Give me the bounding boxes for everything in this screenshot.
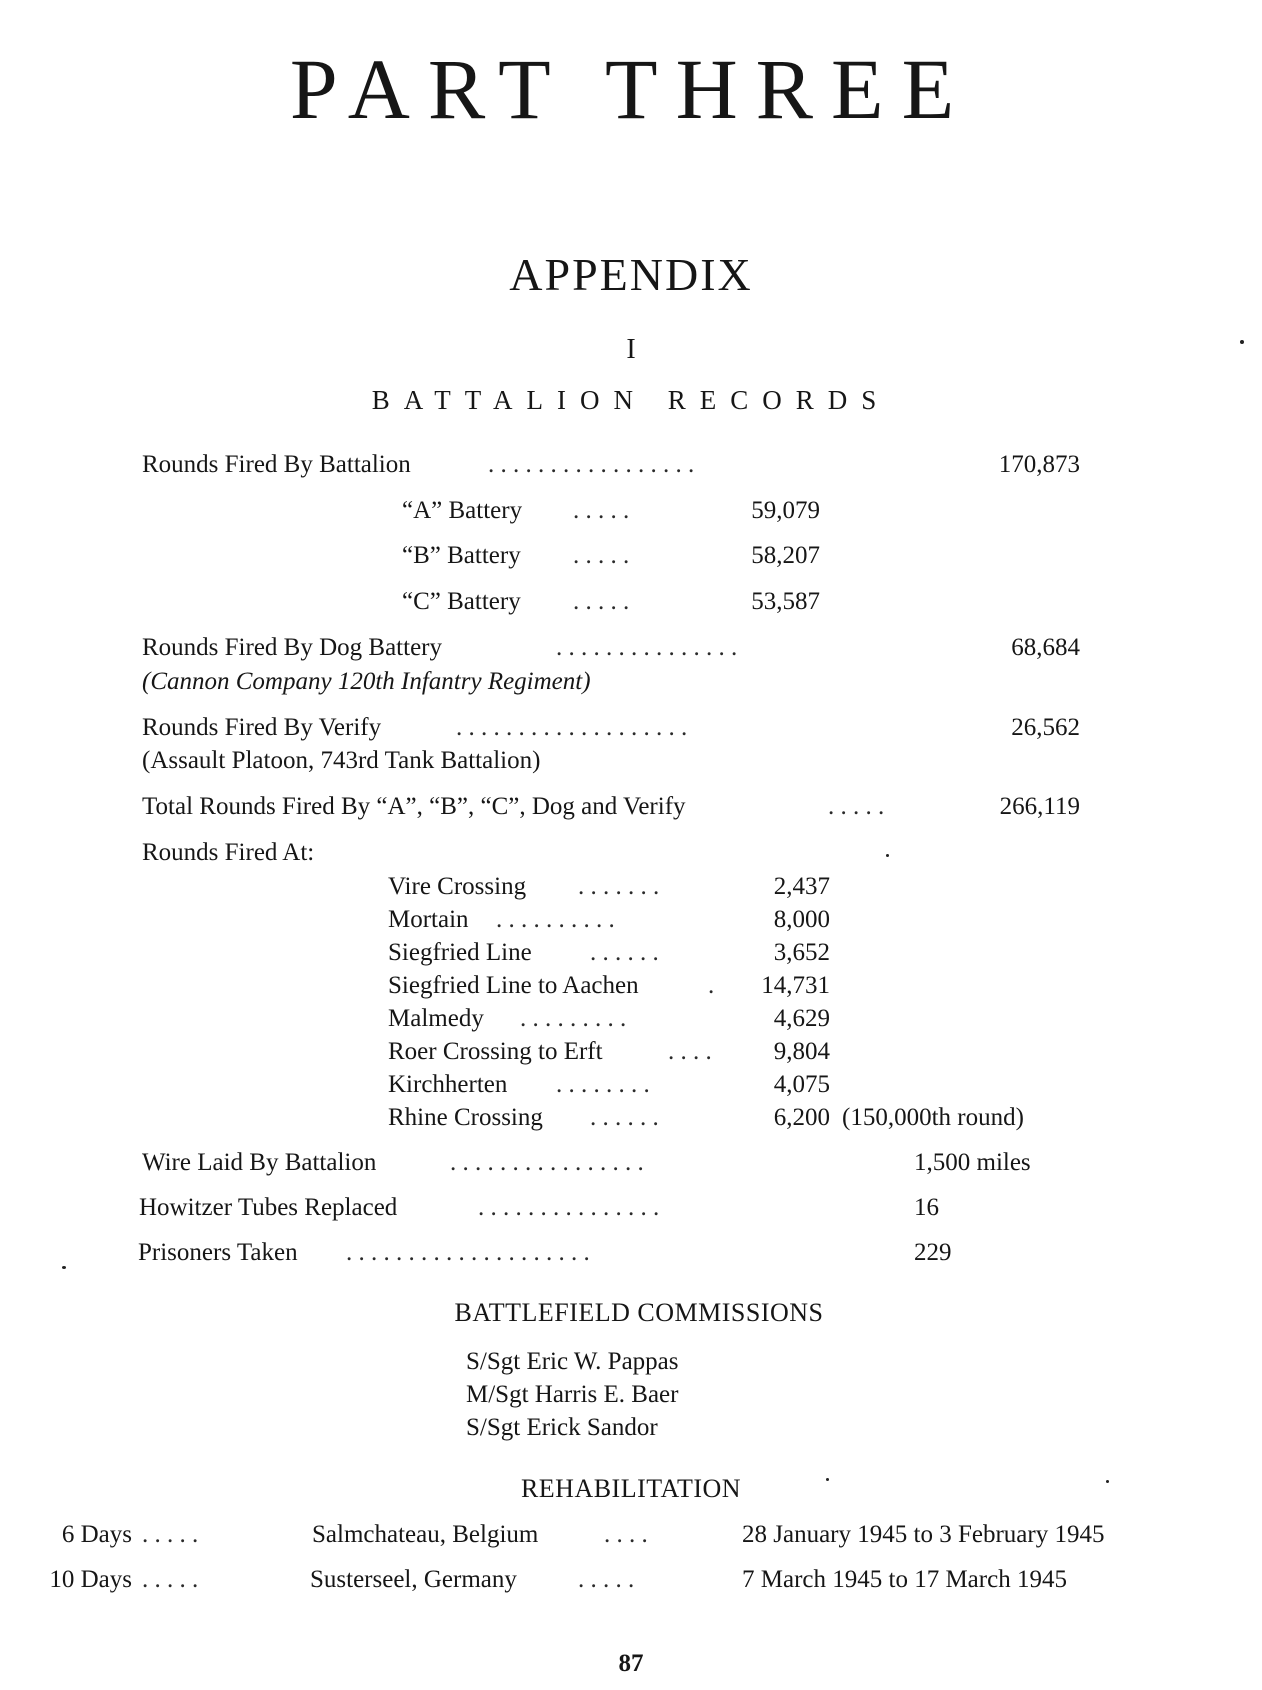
leader-dots: . . . . . [142,1566,199,1593]
grand-total-label: Total Rounds Fired By “A”, “B”, “C”, Dog and Verify [142,793,686,820]
dog-battery-value: 68,684 [1011,634,1080,661]
leader-dots: . . . . . . [590,1104,659,1131]
battalion-total-label: Rounds Fired By Battalion [142,451,411,478]
leader-dots: . . . . . [828,793,885,820]
tubes-label: Howitzer Tubes Replaced [139,1194,398,1221]
leader-dots: . . . . [604,1521,648,1548]
page-number: 87 [618,1650,644,1677]
prisoners-label: Prisoners Taken [138,1239,298,1266]
rehab-dates: 28 January 1945 to 3 February 1945 [742,1521,1105,1548]
rehab-place: Susterseel, Germany [310,1566,517,1593]
prisoners-value: 229 [914,1239,952,1266]
battery-b-value: 58,207 [751,542,820,569]
commissions-heading: BATTLEFIELD COMMISSIONS [454,1298,824,1327]
leader-dots: . . . . . . . . . . . . . . . . . . . . [346,1239,590,1266]
rehab-days: 6 Days [61,1521,132,1548]
leader-dots: . . . . . [573,497,630,524]
leader-dots: . . . . . . . . [556,1071,650,1098]
rehab-place: Salmchateau, Belgium [312,1521,539,1548]
leader-dots: . . . . . [573,542,630,569]
commission-name: S/Sgt Erick Sandor [466,1414,658,1441]
leader-dots: . . . . . [142,1521,199,1548]
section-title: BATTALION RECORDS [371,385,891,415]
appendix-title: APPENDIX [509,249,753,300]
battery-c-value: 53,587 [751,588,820,615]
target-value: 9,804 [773,1038,830,1065]
rehab-dates: 7 March 1945 to 17 March 1945 [742,1566,1067,1593]
leader-dots: . . . . . . . . . . . . . . . [556,634,738,661]
grand-total-value: 266,119 [999,793,1080,820]
leader-dots: . . . . . . . . . . . . . . . . . . . [456,714,688,741]
scan-speck [1240,340,1244,344]
target-label: Rhine Crossing [388,1104,543,1131]
wire-value: 1,500 miles [914,1149,1031,1176]
target-value: 2,437 [773,873,830,900]
battery-a-label: “A” Battery [402,497,523,524]
leader-dots: . . . . . . . . . . [496,906,615,933]
verify-value: 26,562 [1011,714,1080,741]
target-label: Malmedy [388,1005,484,1032]
target-value: 3,652 [773,939,830,966]
verify-note: (Assault Platoon, 743rd Tank Battalion) [142,747,541,774]
dog-battery-note: (Cannon Company 120th Infantry Regiment) [142,668,591,695]
leader-dots: . . . . . [578,1566,635,1593]
battery-c-label: “C” Battery [402,588,521,615]
scan-speck [886,854,889,857]
target-label: Siegfried Line [388,939,532,966]
part-title: PART THREE [289,41,973,137]
fired-at-heading: Rounds Fired At: [142,839,315,866]
wire-label: Wire Laid By Battalion [142,1149,377,1176]
target-label: Roer Crossing to Erft [388,1038,603,1065]
leader-dots: . . . . . [573,588,630,615]
target-note: (150,000th round) [842,1104,1024,1131]
section-number: I [626,334,636,365]
battery-b-label: “B” Battery [402,542,521,569]
leader-dots: . . . . . . . . . . . . . . . [478,1194,660,1221]
commission-name: M/Sgt Harris E. Baer [466,1381,679,1408]
battalion-total-value: 170,873 [998,451,1080,478]
leader-dots: . . . . [668,1038,712,1065]
scan-speck [62,1266,66,1269]
tubes-value: 16 [914,1194,939,1221]
scan-speck [1106,1480,1109,1483]
leader-dots: . . . . . . . . . . . . . . . . [450,1149,644,1176]
leader-dots: . . . . . . . [578,873,660,900]
target-value: 14,731 [761,972,830,999]
commission-name: S/Sgt Eric W. Pappas [466,1348,679,1375]
rehabilitation-heading: REHABILITATION [520,1474,742,1503]
leader-dots: . . . . . . . . . . . . . . . . . [488,451,695,478]
leader-dots: . [708,972,715,999]
target-value: 4,629 [773,1005,830,1032]
target-value: 6,200 [773,1104,830,1131]
leader-dots: . . . . . . [590,939,659,966]
rehab-days: 10 Days [49,1566,132,1593]
target-value: 4,075 [773,1071,830,1098]
verify-label: Rounds Fired By Verify [142,714,382,741]
leader-dots: . . . . . . . . . [520,1005,627,1032]
target-label: Siegfried Line to Aachen [388,972,639,999]
target-value: 8,000 [773,906,830,933]
battery-a-value: 59,079 [751,497,820,524]
target-label: Mortain [388,906,469,933]
dog-battery-label: Rounds Fired By Dog Battery [142,634,442,661]
target-label: Kirchherten [388,1071,508,1098]
scan-speck [826,1478,829,1481]
target-label: Vire Crossing [388,873,527,900]
